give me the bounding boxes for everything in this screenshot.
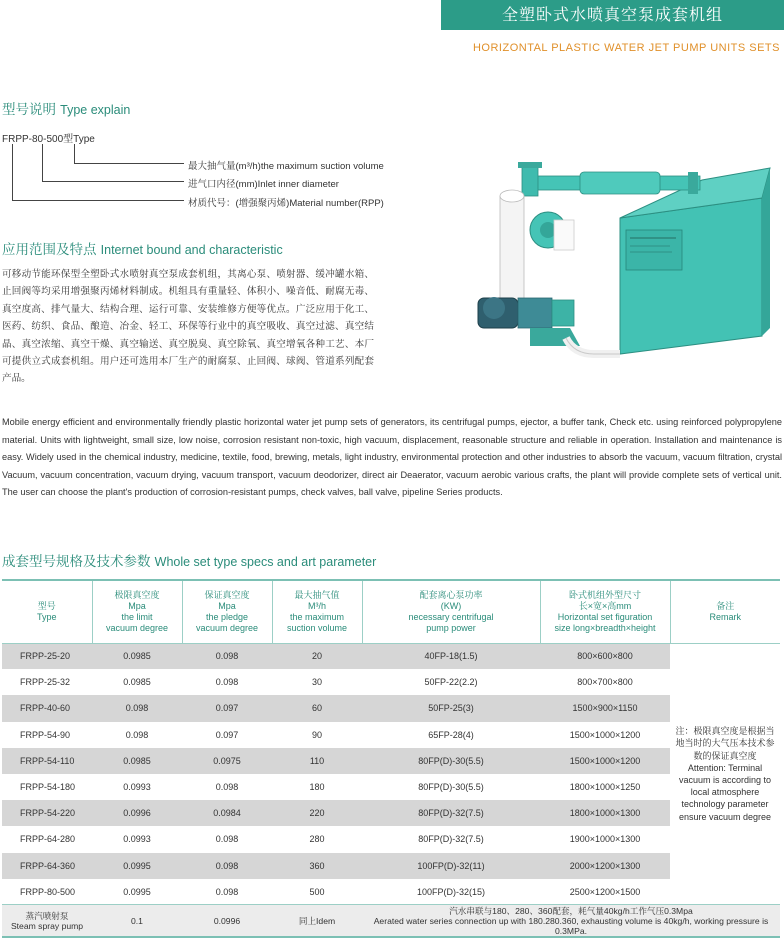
application-heading: [2, 238, 283, 258]
table-cell: 0.098: [182, 879, 272, 905]
table-row: [2, 800, 780, 826]
table-row: [2, 879, 780, 905]
table-cell: 60: [272, 695, 362, 721]
application-title-en: Internet bound and characteristic: [100, 243, 283, 257]
table-cell: 50FP-22(2.2): [362, 669, 540, 695]
table-cell: 20: [272, 643, 362, 669]
pump-unit-image: [470, 158, 782, 370]
table-row: [2, 774, 780, 800]
table-cell: 80FP(D)-32(7.5): [362, 826, 540, 852]
table-row: [2, 748, 780, 774]
table-cell: FRPP-40-60: [2, 695, 92, 721]
steam-suction-cell: 同上Idem: [272, 905, 362, 937]
table-cell: FRPP-54-90: [2, 722, 92, 748]
table-cell: 0.0995: [92, 879, 182, 905]
table-cell: 0.0993: [92, 774, 182, 800]
table-cell: FRPP-64-280: [2, 826, 92, 852]
header-limit-vacuum: 极限真空度 Mpa the limit vacuum degree: [92, 580, 182, 643]
table-cell: 280: [272, 826, 362, 852]
type-line-suction: 最大抽气量(m³/h)the maximum suction volume: [188, 161, 384, 172]
table-cell: 180: [272, 774, 362, 800]
header-size: 卧式机组外型尺寸 长×宽×高mm Horizontal set figuration size long×breadth×height: [540, 580, 670, 643]
type-explain-heading: [2, 98, 130, 118]
type-explain-title-en: Type explain: [60, 103, 131, 117]
table-cell: FRPP-64-360: [2, 853, 92, 879]
table-cell: 800×700×800: [540, 669, 670, 695]
table-cell: 65FP-28(4): [362, 722, 540, 748]
table-row: [2, 722, 780, 748]
table-row: [2, 643, 780, 669]
table-cell: FRPP-25-20: [2, 643, 92, 669]
table-cell: 90: [272, 722, 362, 748]
specs-header-row: [2, 580, 780, 643]
table-cell: 0.097: [182, 695, 272, 721]
table-cell: 2000×1200×1300: [540, 853, 670, 879]
table-cell: 0.098: [92, 722, 182, 748]
specs-table: [2, 579, 780, 938]
table-cell: 1500×1000×1200: [540, 722, 670, 748]
table-cell: 1900×1000×1300: [540, 826, 670, 852]
steam-pledge-cell: 0.0996: [182, 905, 272, 937]
header-pump-power: 配套离心泵功率 (KW) necessary centrifugal pump power: [362, 580, 540, 643]
table-row: [2, 695, 780, 721]
bracket-line-3: [12, 144, 184, 201]
table-cell: 0.0996: [92, 800, 182, 826]
specs-title-en: Whole set type specs and art parameter: [154, 555, 377, 569]
table-row: [2, 853, 780, 879]
specs-title-cn: 成套型号规格及技术参数: [2, 554, 151, 570]
table-cell: 2500×1200×1500: [540, 879, 670, 905]
steam-limit-cell: 0.1: [92, 905, 182, 937]
steam-pump-row: [2, 905, 780, 937]
table-cell: 500: [272, 879, 362, 905]
table-cell: FRPP-25-32: [2, 669, 92, 695]
header-type: 型号 Type: [2, 580, 92, 643]
table-cell: 220: [272, 800, 362, 826]
table-cell: 0.097: [182, 722, 272, 748]
table-cell: 30: [272, 669, 362, 695]
table-cell: 110: [272, 748, 362, 774]
type-explain-title-cn: 型号说明: [2, 102, 56, 118]
steam-desc-cell: 汽水串联与180、280、360配套，耗气量40kg/h工作气压0.3Mpa Aerated water series connection up with 180.280.360, exhausting volume is 40kg/h, working pressure is 0.3MPa.: [362, 905, 780, 937]
table-cell: 80FP(D)-32(7.5): [362, 800, 540, 826]
table-cell: 0.0975: [182, 748, 272, 774]
specs-heading: [2, 550, 376, 570]
table-cell: 1800×1000×1300: [540, 800, 670, 826]
table-cell: 40FP-18(1.5): [362, 643, 540, 669]
table-cell: 80FP(D)-30(5.5): [362, 774, 540, 800]
type-line-inlet: 进气口内径(mm)Inlet inner diameter: [188, 179, 339, 190]
table-row: [2, 669, 780, 695]
header-suction: 最大抽气值 M³/h the maximum suction volume: [272, 580, 362, 643]
table-cell: 0.0985: [92, 669, 182, 695]
table-cell: 1800×1000×1250: [540, 774, 670, 800]
table-cell: 0.0984: [182, 800, 272, 826]
table-cell: 100FP(D)-32(11): [362, 853, 540, 879]
table-cell: 80FP(D)-30(5.5): [362, 748, 540, 774]
type-code: FRPP-80-500型Type: [2, 134, 95, 145]
table-cell: 0.098: [182, 774, 272, 800]
application-title-cn: 应用范围及特点: [2, 242, 97, 258]
table-cell: 0.098: [182, 643, 272, 669]
table-cell: FRPP-54-180: [2, 774, 92, 800]
table-cell: 0.0995: [92, 853, 182, 879]
table-cell: 1500×900×1150: [540, 695, 670, 721]
page-title-en: HORIZONTAL PLASTIC WATER JET PUMP UNITS SETS: [472, 42, 780, 54]
remark-note: 注：极限真空度是根据当地当时的大气压本技术参数的保证真空度 Attention: Terminal vacuum is according to local atmosphere technology parameter ensure vacuum degree: [670, 643, 780, 905]
steam-type-cell: 蒸汽喷射泵 Steam spray pump: [2, 905, 92, 937]
table-cell: 0.098: [182, 853, 272, 879]
table-cell: 0.098: [182, 669, 272, 695]
table-cell: 0.0993: [92, 826, 182, 852]
table-cell: 1500×1000×1200: [540, 748, 670, 774]
table-cell: 0.098: [92, 695, 182, 721]
table-cell: FRPP-54-110: [2, 748, 92, 774]
table-cell: 0.0985: [92, 643, 182, 669]
header-pledge-vacuum: 保证真空度 Mpa the pledge vacuum degree: [182, 580, 272, 643]
table-cell: 800×600×800: [540, 643, 670, 669]
application-text-cn: 可移动节能环保型全塑卧式水喷射真空泵成套机组，其离心泵、喷射器、缓冲罐水箱、止回阀等均采用增强聚丙烯材料制成。机组具有重量轻、体积小、噪音低、耐腐无毒、真空度高、排气量大、结构合理、运行可靠、安装维修方便等优点。广泛应用于化工、医药、纺织、食品、酿造、冶金、轻工、环保等行业中的真空吸收、真空过滤、真空结晶、真空浓缩、真空干燥、真空输送、真空脱臭、真空除氧、真空增氧各种工艺、本厂可提供立式成套机组。用户还可选用本厂生产的耐腐泵、止回阀、球阀、管道系列配套产品。: [2, 269, 374, 385]
table-cell: 100FP(D)-32(15): [362, 879, 540, 905]
table-cell: 0.0985: [92, 748, 182, 774]
table-cell: 360: [272, 853, 362, 879]
application-text-en: Mobile energy efficient and environmentally friendly plastic horizontal water jet pump sets of generators, its centrifugal pumps, ejector, a buffer tank, Check etc. using reinforced polypropylene material. Units with lightweight, small size, low noise, corrosion resistant non-toxic, high vacuum, displacement, reasonable structure and reliable in operation. Installation and maintenance is easy. Widely used in the chemical industry, medicine, textile, food, brewing, metals, light industry, environmental protection and other industries to absorb the vacuum, vacuum filtration, crystal Vacuum, vacuum concentration, vacuum drying, vacuum transport, vacuum deodorizer, direct air Deaerator, vacuum aerobic various crafts, the plant will provide complete sets of vertical unit. The user can choose the plant's production of corrosion-resistant pumps, check valves, ball valve, pipeline Series products.: [2, 417, 782, 498]
header-remark: 备注 Remark: [709, 600, 741, 622]
table-cell: FRPP-54-220: [2, 800, 92, 826]
table-cell: 50FP-25(3): [362, 695, 540, 721]
table-row: [2, 826, 780, 852]
page-title: 全塑卧式水喷真空泵成套机组: [441, 0, 784, 30]
table-cell: 0.098: [182, 826, 272, 852]
type-line-material: 材质代号：(增强聚丙烯)Material number(RPP): [188, 198, 384, 209]
table-cell: FRPP-80-500: [2, 879, 92, 905]
